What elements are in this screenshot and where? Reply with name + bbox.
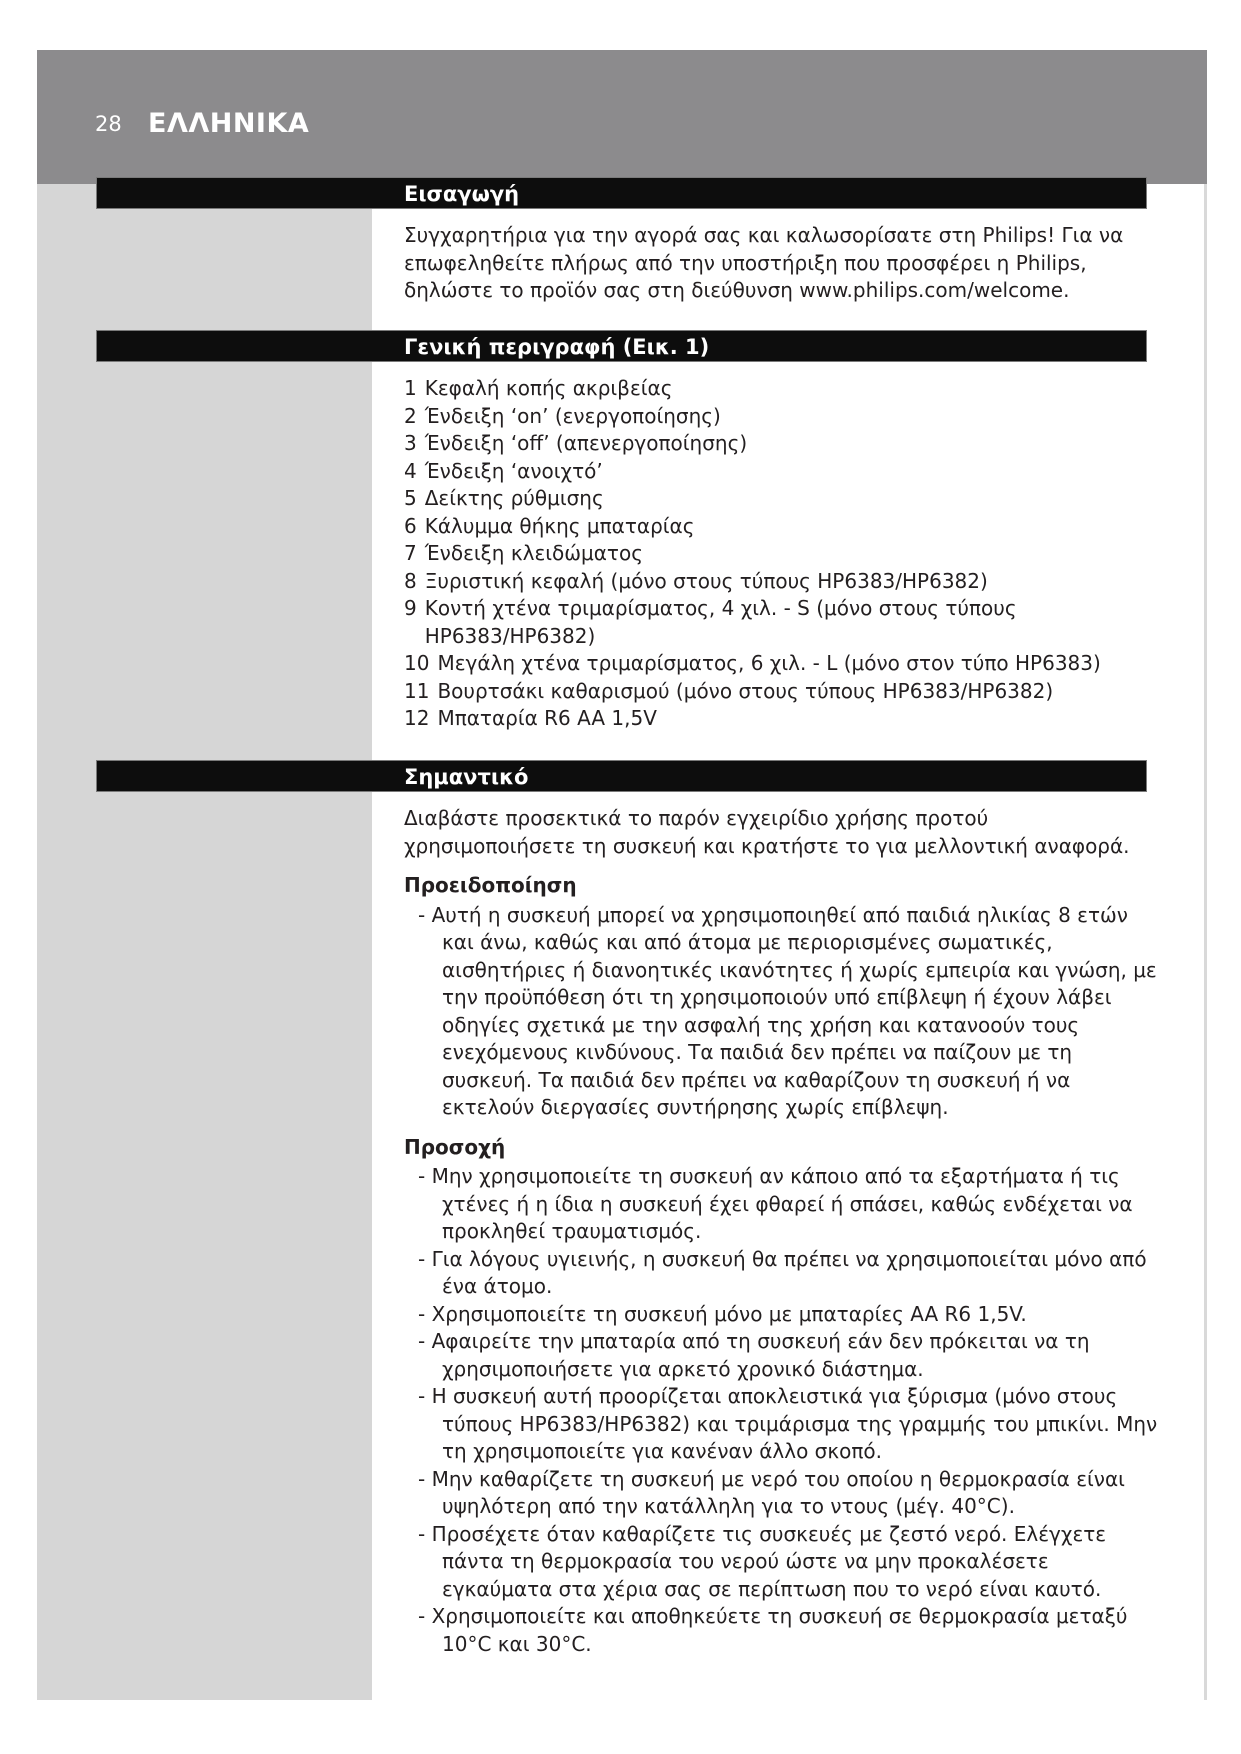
- overview-item-text: Δείκτης ρύθμισης: [424, 486, 604, 510]
- overview-item-number: 4: [404, 458, 417, 483]
- left-margin-column: [37, 184, 372, 1700]
- caution-item: - Αφαιρείτε την μπαταρία από τη συσκευή εάν δεν πρόκειται να τη χρησιμοποιήσετε για αρκετό χρονικό διάστημα.: [418, 1329, 1090, 1381]
- overview-item: [404, 650, 1164, 678]
- overview-item: [404, 540, 1164, 568]
- section-bar-important: [96, 760, 1147, 792]
- caution-item: - Για λόγους υγιεινής, η συσκευή θα πρέπει να χρησιμοποιείται μόνο από ένα άτομο.: [418, 1246, 1147, 1298]
- overview-item-number: 9: [404, 596, 417, 620]
- intro-section: [404, 222, 1164, 305]
- overview-item-number: 3: [404, 431, 417, 455]
- important-intro: Διαβάστε προσεκτικά το παρόν εγχειρίδιο χρήσης προτού χρησιμοποιήσετε τη συσκευή και κρατήστε το για μελλοντική αναφορά.: [404, 806, 1130, 858]
- overview-item-text: Μεγάλη χτένα τριμαρίσματος, 6 χιλ. - L (μόνο στον τύπο HP6383): [437, 651, 1101, 675]
- overview-item-text: Ένδειξη ‘on’ (ενεργοποίησης): [424, 403, 721, 428]
- warning-item: - Αυτή η συσκευή μπορεί να χρησιμοποιηθεί από παιδιά ηλικίας 8 ετών και άνω, καθώς και από άτομα με περιορισμένες σωματικές, αισθητήριες ή διανοητικές ικανότητες ή χωρίς εμπειρία και γνώση, με την προϋπόθεση ότι τη χρησιμοποιούν υπό επίβλεψη ή έχουν λάβει οδηγίες σχετικά με την ασφαλή της χρήση και κατανοούν τους ενεχόμενους κινδύνους. Τα παιδιά δεν πρέπει να παίζουν με τη συσκευή. Τα παιδιά δεν πρέπει να καθαρίζουν τη συσκευή ή να εκτελούν διεργασίες συντήρησης χωρίς επίβλεψη.: [418, 902, 1157, 1119]
- overview-item-number: 2: [404, 403, 417, 428]
- caution-item: - Η συσκευή αυτή προορίζεται αποκλειστικά για ξύρισμα (μόνο στους τύπους HP6383/HP6382) και τριμάρισμα της γραμμής του μπικίνι. Μην τη χρησιμοποιείτε για κανέναν άλλο σκοπό.: [418, 1384, 1158, 1463]
- overview-item-number: 7: [404, 541, 417, 565]
- overview-item: [404, 403, 1164, 431]
- caution-heading: Προσοχή: [404, 1134, 506, 1159]
- overview-item: [404, 705, 1164, 733]
- overview-item: [404, 485, 1164, 513]
- overview-item-text: Κεφαλή κοπής ακριβείας: [424, 376, 673, 400]
- overview-item-number: 8: [404, 568, 417, 593]
- overview-item-text: Κοντή χτένα τριμαρίσματος, 4 χιλ. - S (μόνο στους τύπους HP6383/HP6382): [424, 596, 1017, 648]
- page-number: 28: [95, 112, 122, 136]
- section-bar-intro: [96, 177, 1147, 209]
- overview-item: [404, 375, 1164, 403]
- overview-item-text: Κάλυμμα θήκης μπαταρίας: [424, 513, 695, 538]
- caution-list: [404, 1163, 1164, 1658]
- intro-text: Συγχαρητήρια για την αγορά σας και καλωσορίσατε στη Philips! Για να επωφεληθείτε πλήρως από την υποστήριξη που προσφέρει η Philips, δηλώστε το προϊόν σας στη διεύθυνση www.philips.com/welcome.: [404, 223, 1124, 302]
- overview-item-text: Βουρτσάκι καθαρισμού (μόνο στους τύπους HP6383/HP6382): [437, 678, 1054, 703]
- overview-item-number: 6: [404, 513, 417, 538]
- overview-item-text: Ξυριστική κεφαλή (μόνο στους τύπους HP6383/HP6382): [424, 568, 988, 593]
- overview-item-text: Ένδειξη ‘ανοιχτό’: [424, 458, 603, 483]
- caution-item: - Μην χρησιμοποιείτε τη συσκευή αν κάποιο από τα εξαρτήματα ή τις χτένες ή η ίδια η συσκευή έχει φθαρεί ή σπάσει, καθώς ενδέχεται να προκληθεί τραυματισμός.: [418, 1164, 1133, 1243]
- overview-item-number: 1: [404, 376, 417, 400]
- section-title-intro: Εισαγωγή: [404, 182, 520, 206]
- overview-item-text: Ένδειξη ‘off’ (απενεργοποίησης): [424, 431, 748, 455]
- caution-item: - Χρησιμοποιείτε τη συσκευή μόνο με μπαταρίες AA R6 1,5V.: [418, 1301, 1027, 1326]
- overview-item: [404, 513, 1164, 541]
- language-title: ΕΛΛΗΝΙΚΑ: [148, 108, 310, 139]
- caution-item: - Μην καθαρίζετε τη συσκευή με νερό του οποίου η θερμοκρασία είναι υψηλότερη από την κατάλληλη για το ντους (μέγ. 40°C).: [418, 1466, 1125, 1518]
- overview-list: [404, 375, 1164, 733]
- section-title-overview: Γενική περιγραφή (Εικ. 1): [404, 335, 710, 359]
- overview-item: [404, 458, 1164, 486]
- overview-item: [404, 595, 1164, 650]
- warning-list: [404, 902, 1164, 1122]
- section-title-important: Σημαντικό: [404, 765, 529, 789]
- overview-item: [404, 678, 1164, 706]
- overview-item-text: Ένδειξη κλειδώματος: [424, 541, 643, 565]
- section-bar-overview: [96, 330, 1147, 362]
- page-header: [37, 50, 1207, 184]
- caution-item: - Χρησιμοποιείτε και αποθηκεύετε τη συσκευή σε θερμοκρασία μεταξύ 10°C και 30°C.: [418, 1604, 1128, 1656]
- overview-item-text: Μπαταρία R6 AA 1,5V: [437, 706, 657, 730]
- overview-item: [404, 430, 1164, 458]
- important-section: [404, 805, 1164, 1658]
- overview-item-number: 11: [404, 678, 430, 703]
- right-edge-line: [1204, 184, 1207, 1700]
- caution-item: - Προσέχετε όταν καθαρίζετε τις συσκευές με ζεστό νερό. Ελέγχετε πάντα τη θερμοκρασία του νερού ώστε να μην προκαλέσετε εγκαύματα στα χέρια σας σε περίπτωση που το νερό είναι καυτό.: [418, 1521, 1107, 1601]
- overview-item: [404, 568, 1164, 596]
- overview-item-number: 5: [404, 486, 417, 510]
- overview-item-number: 10: [404, 651, 430, 675]
- overview-section: [404, 375, 1164, 733]
- warning-heading: Προειδοποίηση: [404, 873, 577, 897]
- overview-item-number: 12: [404, 706, 430, 730]
